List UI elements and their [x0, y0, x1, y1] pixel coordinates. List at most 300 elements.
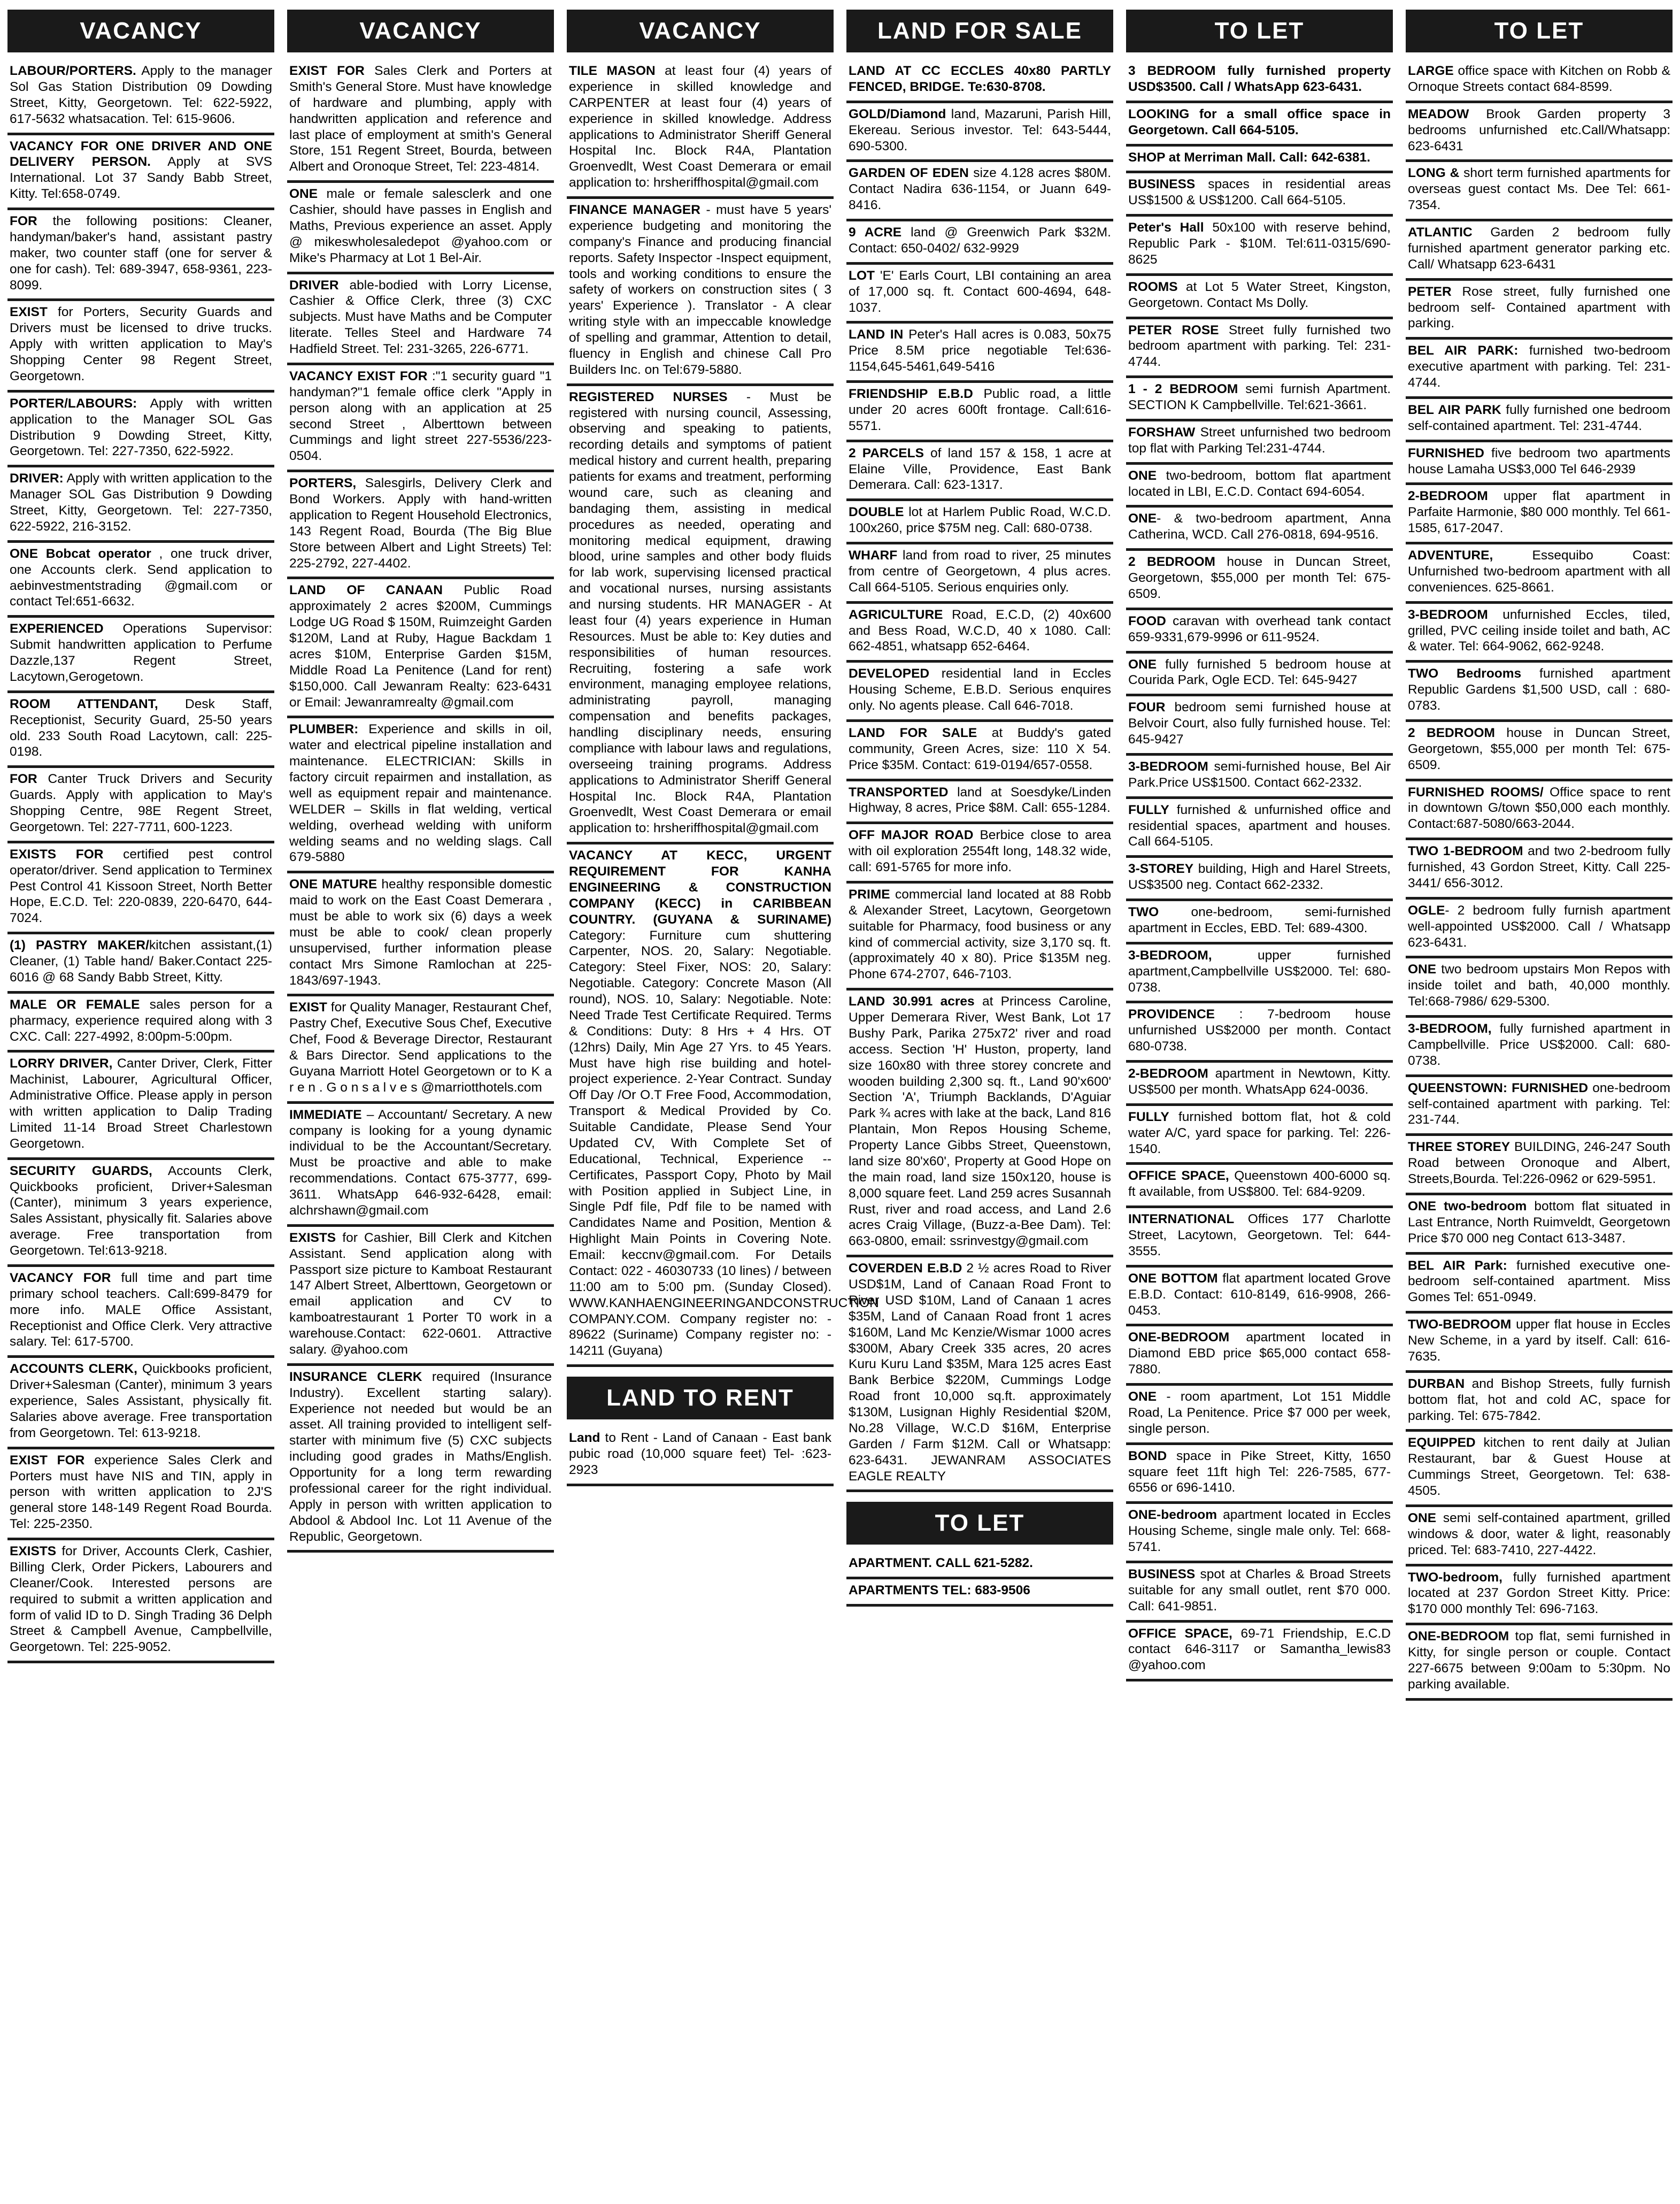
- ad-body: full time and part time primary school teachers. Call:699-8479 for more info. MALE Office Assistant, Receptionist and Office Clerk. Very attractive salary. Tel: 617-5700.: [10, 1270, 272, 1349]
- classified-ad: [7, 994, 274, 1053]
- classified-ad: [7, 301, 274, 392]
- classified-ad: [7, 1053, 274, 1159]
- section-header: TO LET: [1406, 10, 1673, 52]
- ad-body: Apply to the manager Sol Gas Station Distribution 09 Dowding Street, Kitty, Georgetown. Tel: 622-5922, 617-5632 whatsacation. Tel: 615-9606.: [10, 64, 272, 126]
- ad-body: at Lot 5 Water Street, Kingston, Georgetown. Contact Ms Dolly.: [1128, 279, 1391, 310]
- ad-headline: LAND OF CANAAN: [289, 583, 443, 598]
- classified-ad: [846, 501, 1113, 544]
- ad-headline: 1 - 2 BEDROOM: [1128, 382, 1238, 397]
- ad-headline: VACANCY FOR: [10, 1270, 111, 1285]
- ad-headline: ONE-BEDROOM: [1408, 1629, 1509, 1644]
- ad-headline: APARTMENTS TEL: 683-9506: [849, 1583, 1030, 1598]
- classified-ad: [7, 1160, 274, 1267]
- ad-body: Essequibo Coast: Unfurnished two-bedroom apartment with all conveniences. 625-8661.: [1408, 548, 1670, 595]
- ad-headline: 3-BEDROOM: [1408, 607, 1488, 622]
- classified-ad: [1126, 465, 1393, 508]
- ad-body: house in Duncan Street, Georgetown, $55,000 per month Tel: 675-6509.: [1128, 555, 1391, 601]
- classified-ad: [7, 543, 274, 618]
- classified-ad: [1126, 173, 1393, 217]
- ad-headline: ONE: [1408, 962, 1437, 977]
- classified-column: [1126, 10, 1393, 2194]
- classified-ad: [1406, 781, 1673, 841]
- ad-body: one-bedroom, semi-furnished apartment in Eccles, EBD. Tel: 689-4300.: [1128, 905, 1391, 935]
- ad-headline: LARGE: [1408, 64, 1454, 78]
- classified-ad: [1126, 756, 1393, 799]
- ad-headline: EQUIPPED: [1408, 1435, 1476, 1450]
- ad-body: to Rent - Land of Canaan - East bank pubic road (10,000 square feet) Tel- :623-2923: [569, 1431, 831, 1477]
- ad-headline: FURNISHED ROOMS/: [1408, 785, 1544, 800]
- classified-ad: [7, 135, 274, 211]
- ad-headline: TWO 1-BEDROOM: [1408, 844, 1523, 859]
- ad-headline: 3-BEDROOM: [1128, 759, 1208, 774]
- ad-headline: SECURITY GUARDS,: [10, 1163, 152, 1178]
- ad-body: furnished executive one-bedroom self-contained apartment. Miss Gomes Tel: 651-0949.: [1408, 1258, 1670, 1305]
- classified-ad: [1126, 60, 1393, 103]
- classified-ad: [1406, 1625, 1673, 1701]
- ad-headline: ONE Bobcat operator: [10, 546, 151, 561]
- classified-ad: [7, 1267, 274, 1358]
- ad-headline: ONE: [1408, 1510, 1437, 1525]
- classified-ad: [1406, 900, 1673, 959]
- classified-ad: [846, 544, 1113, 604]
- ad-body: semi-furnished house, Bel Air Park.Price US$1500. Contact 662-2332.: [1128, 759, 1391, 790]
- ad-body: Salesgirls, Delivery Clerk and Bond Workers. Apply with hand-written application to Regent Household Electronics, 143 Regent Road, Bourda (The Big Blue Store between Albert and Light Streets) Tel: 225-2792, 227-4402.: [289, 476, 552, 571]
- ad-body: and two 2-bedroom fully furnished, 43 Gordon Street, Kitty. Call 225- 3441/ 656-3012.: [1408, 844, 1671, 890]
- ad-headline: BEL AIR Park:: [1408, 1258, 1507, 1273]
- ad-body: land, Mazaruni, Parish Hill, Ekereau. Serious investor. Tel: 643-5444, 690-5300.: [849, 106, 1111, 153]
- classified-ad: [1126, 1063, 1393, 1106]
- classified-ad: [7, 768, 274, 843]
- ad-headline: BEL AIR PARK:: [1408, 343, 1519, 358]
- ad-headline: APARTMENT. CALL 621-5282.: [849, 1556, 1033, 1571]
- ad-body: bedroom semi furnished house at Belvoir Court, also fully furnished house. Tel: 645-9427: [1128, 700, 1391, 747]
- ad-body: Canter Truck Drivers and Security Guards. Apply with application to May's Shopping Centre, 98E Regent Street, Georgetown. Tel: 227-7711, 600-1223.: [10, 772, 272, 834]
- ad-body: , one truck driver, one Accounts clerk. Send application to aebinvestmentstrading @gmail.com or contact Tel:651-6632.: [10, 546, 272, 609]
- ad-body: building, High and Harel Streets, US$3500 neg. Contact 662-2332.: [1128, 862, 1391, 893]
- classified-ad: [1126, 696, 1393, 756]
- ad-body: office space with Kitchen on Robb & Ornoque Streets contact 684-8599.: [1408, 64, 1670, 94]
- classified-ad: [287, 996, 554, 1103]
- ad-body: top flat, semi furnished in Kitty, for single person or couple. Contact 227-6675 between 9:00am to 5:30pm. No parking available.: [1408, 1629, 1670, 1692]
- ad-headline: EXIST FOR: [289, 64, 365, 78]
- ad-body: Berbice close to area with oil exploration 2554ft long, 148.32 wide, call: 691-5765 for more info.: [849, 828, 1112, 874]
- ad-headline: ONE two-bedroom: [1408, 1199, 1527, 1214]
- classified-ad: [1126, 610, 1393, 654]
- ad-body: two-bedroom, bottom flat apartment located in LBI, E.C.D. Contact 694-6054.: [1128, 468, 1391, 499]
- classified-ad: [1126, 276, 1393, 319]
- classified-ad: [846, 383, 1113, 442]
- ad-body: healthy responsible domestic maid to work on the East Coast Demerara , must be able to work six (6) days a week must be able to cook/ clean properly unsupervised, further information please contact Mrs Simone Ramlochan at 225-1843/697-1943.: [289, 877, 552, 988]
- ad-body: for Driver, Accounts Clerk, Cashier, Billing Clerk, Order Pickers, Labourers and Cleaner/Cook. Interested persons are required to submit a written application and form of valid ID to D. Singh Trading 36 Delph Street & Campbell Avenue, Campbellville, Georgetown. Tel: 225-9052.: [10, 1544, 272, 1655]
- classified-ad: [1406, 1136, 1673, 1195]
- ad-headline: ROOM ATTENDANT,: [10, 696, 158, 711]
- classified-ad: [1126, 508, 1393, 551]
- ad-body: Offices 177 Charlotte Street, Lacytown, Georgetown. Tel: 644-3555.: [1128, 1212, 1391, 1258]
- classified-ad: [1126, 944, 1393, 1004]
- ad-body: - room apartment, Lot 151 Middle Road, La Penitence. Price $7 000 per week, single person.: [1128, 1389, 1391, 1436]
- classified-ad: [846, 1257, 1113, 1492]
- ad-headline: LAND 30.991 acres: [849, 994, 975, 1009]
- ad-body: certified pest control operator/driver. Send application to Terminex Pest Control 41 Kissoon Street, North Better Hope, E.C.D. Tel: 220-0839, 220-6470, 644-7024.: [10, 847, 272, 926]
- ad-headline: BUSINESS: [1128, 177, 1196, 192]
- classified-ad: [1126, 147, 1393, 174]
- classified-ad: [1406, 1566, 1673, 1626]
- ad-headline: REGISTERED NURSES: [569, 389, 728, 404]
- ad-headline: DEVELOPED: [849, 666, 930, 681]
- classified-ad: [1126, 799, 1393, 858]
- classified-ad: [7, 934, 274, 994]
- ad-headline: EXIST: [10, 305, 48, 320]
- ad-body: apartment in Newtown, Kitty. US$500 per month. WhatsApp 624-0036.: [1128, 1066, 1391, 1097]
- ad-headline: LOT: [849, 268, 875, 283]
- ad-body: BUILDING, 246-247 South Road between Oronoque and Albert, Streets,Bourda. Tel:226-0962 or 629-5951.: [1408, 1140, 1671, 1186]
- ad-headline: FOUR: [1128, 700, 1166, 715]
- section-header: LAND FOR SALE: [846, 10, 1113, 52]
- ad-headline: ADVENTURE,: [1408, 548, 1493, 563]
- ad-headline: AGRICULTURE: [849, 607, 943, 622]
- ad-body: 2 ½ acres Road to River USD$1M, Land of Canaan Road Front to River USD $10M, Land of Canaan 1 acres $35M, Land of Canaan Road front 1 acres $160M, Land Mc Kenzie/Wismar 1000 acres $300M, Abary Creek 335 acres, 20 acres Kuru Kuru Land $35M, Mara 125 acres East Bank Berbice $220M, Cummings Lodge Road front 10,000 sq.ft. approximately $130M, Lusignan Highly Residential $20M, No.28 Village, W.C.D $16M, Enterprise Garden / Farm $12M. Call or Whatsapp: 623-6431. JEWANRAM ASSOCIATES EAGLE REALTY: [849, 1261, 1111, 1484]
- classified-ad: [287, 1366, 554, 1553]
- ad-body: 50x100 with reserve behind, Republic Park - $10M. Tel:611-0315/690-8625: [1128, 220, 1391, 267]
- ad-headline: EXISTS: [10, 1544, 57, 1558]
- classified-ad: [1406, 958, 1673, 1018]
- classified-ad: [1406, 60, 1673, 103]
- ad-headline: OFFICE SPACE,: [1128, 1169, 1229, 1184]
- classified-ad: [1126, 551, 1393, 610]
- ad-headline: 3-BEDROOM,: [1128, 948, 1212, 963]
- ad-headline: FOOD: [1128, 613, 1166, 628]
- classified-ad: [846, 722, 1113, 781]
- classified-ad: [1406, 340, 1673, 399]
- ad-headline: 3 BEDROOM fully furnished property USD$3500. Call / WhatsApp 623-6431.: [1128, 64, 1391, 94]
- ad-body: apartment located in Eccles Housing Scheme, single male only. Tel: 668-5741.: [1128, 1508, 1391, 1554]
- ad-body: Office space to rent in downtown G/town $50,000 each monthly. Contact:687-5080/663-2044.: [1408, 785, 1670, 832]
- ad-headline: FINANCE MANAGER: [569, 203, 700, 217]
- classified-ad: [1406, 722, 1673, 781]
- classified-ad: [1126, 1386, 1393, 1445]
- ad-headline: LAND IN: [849, 327, 904, 342]
- ad-headline: GOLD/Diamond: [849, 106, 946, 121]
- ad-body: for Cashier, Bill Clerk and Kitchen Assistant. Send application along with Passport size picture to Kamboat Restaurant 147 Albert Street, Alberttown, Georgetown or email application and CV to kamboatrestaurant 1 Porter T0 work in a warehouse.Contact: 622-0601. Attractive salary. @yahoo.com: [289, 1230, 552, 1357]
- ad-body: Brook Garden property 3 bedrooms unfurnished etc.Call/Whatsapp: 623-6431: [1408, 106, 1670, 153]
- ad-body: required (Insurance Industry). Excellent starting salary). Experience not needed but would be an asset. All training provided to intelligent self-starter with minimum five (5) CXC subjects including good grades in Maths/English. Opportunity for a long term rewarding professional career for the right individual. Apply in person with written application to Abdool & Abdool Inc. Lot 11 Avenue of the Republic, Georgetown.: [289, 1369, 552, 1544]
- ad-body: Road, E.C.D, (2) 40x600 and Bess Road, W.C.D, 40 x 1080. Call: 662-4851, whatsapp 652-6464.: [849, 607, 1111, 654]
- ad-headline: TWO Bedrooms: [1408, 666, 1522, 681]
- ad-body: bottom flat situated in Last Entrance, North Ruimveldt, Georgetown Price $70 000 neg Contact 613-3487.: [1408, 1199, 1670, 1246]
- classified-ad: [846, 990, 1113, 1257]
- classified-ad: [1406, 604, 1673, 663]
- classified-ad: [1406, 1432, 1673, 1507]
- classified-ad: [1406, 1195, 1673, 1255]
- ad-body: Apply with written application to the Manager SOL Gas Distribution 9 Dowding Street, Kitty, Georgetown. Tel: 227-7350, 622-5922, 216-3152.: [10, 471, 272, 534]
- ad-body: the following positions: Cleaner, handyman/baker's hand, assistant pastry maker, two counter staff (one for server & one for cash). Tel: 689-3947, 658-9361, 223-8099.: [10, 214, 272, 293]
- ad-headline: FULLY: [1128, 802, 1169, 817]
- ad-headline: 3-STOREY: [1128, 862, 1194, 877]
- ad-body: - Must be registered with nursing council, Assessing, observing and speaking to patients, recording details and symptoms of patient medical history and current health, preparing patients for exams and treatment, performing wound care, such as cleaning and bandaging them, assisting in medical procedures as needed, operating and monitoring medical equipment, drawing blood, urine samples and other body fluids for lab work, supervising licensed practical and vocational nurses, nursing assistants and nursing students. HR MANAGER - At least four (4) years experience in Human Resources. Must be able to: Key duties and responsibilities of human resources. Recruiting, fostering a safe work environment, managing employee relations, administrating payroll, managing compensation and benefits packages, handling disciplinary needs, ensuring compliance with labour laws and regulations, overseeing training programs. Address applications to Administrator Sheriff General Hospital Inc. Block R4A, Plantation Groenvedlt, West Coast Demerara or email application to: hrsheriffhospital@gmail.com: [569, 389, 831, 836]
- classified-ad: [287, 579, 554, 718]
- ad-headline: ONE: [1128, 657, 1157, 672]
- classified-ad: [846, 781, 1113, 825]
- section-header: VACANCY: [567, 10, 834, 52]
- ad-headline: LABOUR/PORTERS.: [10, 64, 136, 78]
- ad-headline: OFFICE SPACE,: [1128, 1626, 1232, 1641]
- classified-ad: [7, 843, 274, 934]
- ad-body: semi self-contained apartment, grilled windows & door, water & light, reasonably priced. Tel: 683-7410, 227-4422.: [1408, 1510, 1670, 1557]
- ad-headline: WHARF: [849, 548, 898, 563]
- ad-headline: 2-BEDROOM: [1408, 489, 1488, 504]
- ad-body: land from road to river, 25 minutes from centre of Georgetown, 4 plus acres. Call 664-5105. Serious enquiries only.: [849, 548, 1111, 595]
- ad-headline: PETER: [1408, 284, 1452, 299]
- classified-ad: [7, 693, 274, 769]
- classified-ad: [1126, 1326, 1393, 1386]
- classified-ad: [287, 60, 554, 183]
- classified-columns: [7, 10, 1673, 2194]
- ad-headline: PLUMBER:: [289, 722, 359, 737]
- classified-ad: [7, 60, 274, 135]
- ad-headline: LORRY DRIVER,: [10, 1056, 113, 1071]
- ad-headline: OFF MAJOR ROAD: [849, 828, 974, 843]
- ad-headline: EXISTS: [289, 1230, 336, 1245]
- ad-body: furnished two-bedroom executive apartment with parking. Tel: 231-4744.: [1408, 343, 1670, 390]
- ad-headline: PROVIDENCE: [1128, 1007, 1215, 1022]
- ad-headline: FOR: [10, 772, 37, 787]
- classified-ad: [287, 183, 554, 274]
- ad-headline: TILE MASON: [569, 64, 656, 78]
- classified-ad: [1126, 103, 1393, 147]
- ad-body: house in Duncan Street, Georgetown, $55,000 per month Tel: 675-6509.: [1408, 725, 1670, 772]
- ad-headline: GARDEN OF EDEN: [849, 166, 969, 181]
- ad-body: Operations Supervisor: Submit handwritten application to Perfume Dazzle,137 Regent Street, Lacytown,Gerogetown.: [10, 621, 272, 684]
- ad-headline: ONE BOTTOM: [1128, 1271, 1218, 1286]
- ad-body: upper flat house in Eccles New Scheme, in a yard by itself. Call: 616-7635.: [1408, 1317, 1670, 1364]
- ad-body: Experience and skills in oil, water and electrical pipeline installation and maintenance. ELECTRICIAN: Skills in factory circuit repairmen and installation, as well as equipment repair and maintenance. WELDER – Skills in flat welding, vertical welding, overhead welding with uniform welding seams and no welding slags. Call 679-5880: [289, 722, 552, 865]
- classified-ad: [1406, 1373, 1673, 1432]
- ad-body: - & two-bedroom apartment, Anna Catherina, WCD. Call 276-0818, 694-9516.: [1128, 511, 1391, 542]
- ad-headline: FOR: [10, 214, 37, 228]
- classified-ad: [846, 663, 1113, 722]
- ad-body: sales person for a pharmacy, experience required along with 3 CXC. Call: 227-4992, 8:00pm-5:00pm.: [10, 997, 272, 1044]
- ad-headline: LONG &: [1408, 166, 1460, 181]
- classified-ad: [1126, 1165, 1393, 1208]
- ad-headline: EXISTS FOR: [10, 847, 104, 862]
- ad-headline: IMMEDIATE: [289, 1107, 362, 1122]
- ad-body: furnished & unfurnished office and residential spaces, apartment and houses. Call 664-5105.: [1128, 802, 1391, 849]
- ad-headline: OGLE: [1408, 903, 1445, 918]
- ad-headline: BEL AIR PARK: [1408, 402, 1501, 417]
- classified-ad: [846, 60, 1113, 103]
- ad-body: land at Soesdyke/Linden Highway, 8 acres, Price $8M. Call: 655-1284.: [849, 785, 1111, 816]
- classified-ad: [1406, 1314, 1673, 1373]
- ad-body: size 4.128 acres $80M. Contact Nadira 636-1154, or Juann 649-8416.: [849, 166, 1111, 213]
- ad-headline: TWO: [1128, 905, 1159, 919]
- ad-headline: TRANSPORTED: [849, 785, 949, 800]
- ad-body: space in Pike Street, Kitty, 1650 square feet 11ft high Tel: 226-7585, 677-6556 or 696-1410.: [1128, 1448, 1391, 1495]
- classified-ad: [567, 386, 834, 845]
- ad-body: short term furnished apartments for overseas guest contact Ms. Dee Tel: 661-7354.: [1408, 166, 1670, 213]
- ad-body: and Bishop Streets, fully furnish bottom flat, hot and cold AC, space for parking. Tel: 675-7842.: [1408, 1376, 1670, 1423]
- ad-headline: FORSHAW: [1128, 425, 1196, 440]
- classified-ad: [846, 103, 1113, 163]
- ad-headline: 3-BEDROOM,: [1408, 1022, 1492, 1036]
- ad-headline: EXIST: [289, 1000, 327, 1015]
- ad-body: for Porters, Security Guards and Drivers must be licensed to drive trucks. Apply with written application to May's Shopping Center 98 Regent Street, Georgetown.: [10, 305, 272, 383]
- ad-headline: SHOP at Merriman Mall. Call: 642-6381.: [1128, 150, 1370, 165]
- ad-headline: ONE: [1128, 1389, 1157, 1404]
- ad-headline: 2-BEDROOM: [1128, 1066, 1208, 1081]
- ad-body: commercial land located at 88 Robb & Alexander Street, Lacytown, Georgetown suitable for Pharmacy, food business or any kind of commercial activity, size 3,170 sq. ft. (approximately 40 x 80). Price $135M neg. Phone 674-2707, 646-7103.: [849, 887, 1111, 982]
- classified-ad: [1406, 1507, 1673, 1566]
- classified-ad: [7, 618, 274, 693]
- section-header: VACANCY: [7, 10, 274, 52]
- ad-headline: PORTERS,: [289, 476, 357, 491]
- classified-column: [7, 10, 274, 2194]
- classified-ad: [1406, 442, 1673, 486]
- classified-ad: [567, 60, 834, 199]
- ad-headline: LAND AT CC ECCLES 40x80 PARTLY FENCED, BRIDGE. Te:630-8708.: [849, 64, 1111, 94]
- ad-body: Apply at SVS International. Lot 37 Sandy Babb Street, Kitty. Tel:658-0749.: [10, 155, 272, 202]
- ad-body: Peter's Hall acres is 0.083, 50x75 Price 8.5M price negotiable Tel:636-1154,645-5461,649-5416: [849, 327, 1111, 374]
- classified-ad: [7, 1449, 274, 1540]
- classified-ad: [287, 1227, 554, 1366]
- ad-headline: MALE OR FEMALE: [10, 997, 140, 1012]
- classified-ad: [1406, 281, 1673, 340]
- ad-body: 69-71 Friendship, E.C.D contact 646-3117 or Samantha_lewis83 @yahoo.com: [1128, 1626, 1391, 1673]
- classified-ad: [287, 873, 554, 996]
- section-header: LAND TO RENT: [567, 1377, 834, 1419]
- classified-ad: [846, 324, 1113, 383]
- ad-body: upper furnished apartment,Campbellville US$2000. Tel: 680-0738.: [1128, 948, 1391, 995]
- ad-headline: 2 BEDROOM: [1408, 725, 1495, 740]
- ad-body: upper flat apartment in Parfaite Harmonie, $80 000 monthly. Tel 661-1585, 617-2047.: [1408, 489, 1670, 536]
- ad-headline: FURNISHED: [1408, 446, 1484, 460]
- ad-body: Queenstown 400-6000 sq. ft available, from US$800. Tel: 684-9209.: [1128, 1169, 1391, 1200]
- ad-headline: MEADOW: [1408, 106, 1469, 121]
- ad-body: spot at Charles & Broad Streets suitable for any small outlet, rent $70 000. Call: 641-9851.: [1128, 1566, 1391, 1614]
- ad-headline: 2 BEDROOM: [1128, 555, 1215, 570]
- ad-headline: EXPERIENCED: [10, 621, 104, 636]
- ad-headline: COVERDEN E.B.D: [849, 1261, 962, 1276]
- ad-body: male or female salesclerk and one Cashier, should have passes in English and Maths, Previous experience an asset. Apply @ mikeswholesaledepot @yahoo.com or Mike's Pharmacy at Lot 1 Bel-Air.: [289, 187, 552, 265]
- ad-headline: FRIENDSHIP E.B.D: [849, 387, 973, 401]
- ad-body: semi furnish Apartment. SECTION K Campbellville. Tel:621-3661.: [1128, 382, 1391, 412]
- ad-headline: VACANCY AT KECC, URGENT REQUIREMENT FOR KANHA ENGINEERING & CONSTRUCTION COMPANY (KECC) in CARIBBEAN COUNTRY. (GUYANA & SURINAME): [569, 848, 831, 927]
- classified-ad: [1126, 901, 1393, 944]
- ad-headline: ATLANTIC: [1408, 225, 1473, 240]
- classified-ad: [1406, 840, 1673, 900]
- ad-body: Garden 2 bedroom fully furnished apartment generator parking etc. Call/ Whatsapp 623-6431: [1408, 225, 1670, 272]
- classified-ad: [1406, 1018, 1673, 1077]
- ad-body: fully furnished apartment located at 237 Gordon Street Kitty. Price: $170 000 monthly Tel: 696-7163.: [1408, 1570, 1670, 1617]
- ad-body: Accounts Clerk, Quickbooks proficient, Driver+Salesman (Canter), minimum 3 years experience, Sales Assistant, physically fit. Salaries above average. Free transportation from Georgetown. Tel:613-9218.: [10, 1163, 273, 1258]
- ad-headline: INTERNATIONAL: [1128, 1212, 1235, 1227]
- ad-headline: ONE: [1128, 511, 1157, 526]
- ad-body: Street unfurnished two bedroom top flat with Parking Tel:231-4744.: [1128, 425, 1391, 456]
- ad-body: at Buddy's gated community, Green Acres, size: 110 X 54. Price $35M. Contact: 619-0194/657-0558.: [849, 725, 1111, 772]
- ad-body: five bedroom two apartments house Lamaha US$3,000 Tel 646-2939: [1408, 446, 1670, 477]
- ad-headline: PETER ROSE: [1128, 322, 1219, 337]
- classified-ad: [846, 884, 1113, 990]
- ad-headline: DURBAN: [1408, 1376, 1465, 1391]
- ad-body: fully furnished 5 bedroom house at Courida Park, Ogle ECD. Tel: 645-9427: [1128, 657, 1391, 688]
- ad-headline: 2 PARCELS: [849, 446, 924, 460]
- ad-headline: ONE-bedroom: [1128, 1508, 1217, 1523]
- ad-body: spaces in residential areas US$1500 & US$1200. Call 664-5105.: [1128, 177, 1391, 208]
- ad-body: - must have 5 years' experience budgeting and monitoring the company's Finance and producing financial reports. Safety Inspector -Inspect equipment, tools and working conditions to ensure the safety of workers on construction sites ( 3 years' Experience ). Translator - A clear writing style with an impeccable knowledge of spelling and grammar, Attention to detail, fluency in English and chinese Call Pro Builders Inc. on Tel:679-5880.: [569, 203, 832, 377]
- classified-ad: [287, 1104, 554, 1227]
- ad-headline: QUEENSTOWN: FURNISHED: [1408, 1080, 1589, 1095]
- classified-ad: [287, 472, 554, 579]
- ad-headline: ONE: [1128, 468, 1157, 483]
- classified-ad: [1406, 162, 1673, 221]
- classified-ad: [1126, 421, 1393, 465]
- ad-body: unfurnished Eccles, tiled, grilled, PVC ceiling inside toilet and bath, AC & water. Tel: 664-9062, 662-9248.: [1408, 607, 1670, 654]
- classified-ad: [1406, 103, 1673, 163]
- classified-ad: [1126, 1623, 1393, 1682]
- ad-body: Public Road approximately 2 acres $200M, Cummings Lodge UG Road $ 150M, Ruimzeight Garden $120M, Land at Ruby, Hague Backdam 1 acres $10M, Enterprise Garden $15M, Middle Road La Penitence (Land for rent) $150,000. Call Jewanram Realty: 623-6431 or Email: Jewanramrealty @gmail.com: [289, 583, 552, 710]
- classified-ad: [1126, 1003, 1393, 1063]
- classified-ad: [7, 1358, 274, 1449]
- ad-headline: INSURANCE CLERK: [289, 1369, 422, 1384]
- ad-body: Quickbooks proficient, Driver+Salesman (Canter), minimum 3 years experience, Sales Assistant, physically fit. Salaries above average. Free transportation from Georgetown. Tel: 613-9218.: [10, 1362, 272, 1440]
- ad-headline: DRIVER: [289, 278, 339, 293]
- classified-ad: [1406, 221, 1673, 281]
- ad-body: lot at Harlem Public Road, W.C.D. 100x260, price $75M neg. Call: 680-0738.: [849, 505, 1111, 536]
- ad-headline: ACCOUNTS CLERK,: [10, 1362, 137, 1377]
- ad-body: Apply with written application to the Manager SOL Gas Distribution 9 Dowding Street, Kitty, Georgetown. Tel: 227-7350, 622-5922.: [10, 396, 272, 459]
- classified-column: [846, 10, 1113, 2194]
- classified-ad: [287, 274, 554, 365]
- classified-ad: [287, 718, 554, 873]
- ad-body: land @ Greenwich Park $32M. Contact: 650-0402/ 632-9929: [849, 225, 1111, 256]
- ad-headline: THREE STOREY: [1408, 1140, 1511, 1155]
- classified-ad: [846, 604, 1113, 663]
- ad-headline: ONE: [289, 187, 318, 202]
- ad-body: kitchen assistant,(1) Cleaner, (1) Table hand/ Baker.Contact 225-6016 @ 68 Sandy Babb Street, Kitty.: [10, 938, 272, 985]
- ad-body: 'E' Earls Court, LBI containing an area of 17,000 sq. ft. Contact 600-4694, 648-1037.: [849, 268, 1111, 315]
- ad-body: Category: Furniture cum shuttering Carpenter, NOS. 20, Salary: Negotiable. Category: Steel Fixer, NOS: 20, Salary: Negotiable. Category: Concrete Mason (All round), NOS. 10, Salary: Negotiable. Note: Need Trade Test Certificate Required. Terms & Conditions: Duty: 8 Hrs + 4 Hrs. OT (12hrs) Daily, Min Age 27 Yrs. to 45 Years. Must have high rise building and hotel-project experience. 2-Year Contract. Sunday Off Day /Or O.T Free Food, Accommodation, Transport & Medical Provided by Co. Suitable Candidate, Please Send Your Updated CV, With Complete Set of Educational, Technical, Experience -- Certificates, Passport Copy, Photo by Mail with Position applied in Subject Line, in Single Pdf file, Pdf file to be named with Candidates Name and Position, Mention & Highlight Main Points in Covering Note. Email: keccnv@gmail.com. For Details Contact: 022 - 46030733 (10 lines) / between 11:00 am to 5:00 pm. (Sunday Closed). WWW.KANHAENGINEERINGANDCONSTRUCTION COMPANY.COM. Company register no: - 89622 (Suriname) Company register no: - 14211 (Guyana): [569, 928, 879, 1358]
- classified-ad: [1406, 663, 1673, 722]
- ad-body: Sales Clerk and Porters at Smith's General Store. Must have knowledge of hardware and plumbing, apply with handwritten application and reference and last place of employment at smith's General Store, 151 Regent Street, Bourda, between Albert and Oronoque Street, Tel: 223-4814.: [289, 64, 552, 174]
- ad-body: furnished apartment Republic Gardens $1,500 USD, call : 680-0783.: [1408, 666, 1670, 713]
- ad-body: Desk Staff, Receptionist, Security Guard, 25-50 years old. 233 South Road Lacytown, call: 225-0198.: [10, 696, 273, 759]
- ad-headline: LAND FOR SALE: [849, 725, 977, 740]
- ad-headline: TWO-bedroom,: [1408, 1570, 1502, 1585]
- ad-headline: ONE-BEDROOM: [1128, 1330, 1230, 1345]
- ad-body: - 2 bedroom fully furnish apartment well-appointed US$2000. Call / Whatsapp 623-6431.: [1408, 903, 1670, 950]
- ad-body: fully furnished apartment in Campbellville. Price US$2000. Call: 680-0738.: [1408, 1022, 1670, 1068]
- ad-body: able-bodied with Lorry License, Cashier & Office Clerk, three (3) CXC subjects. Must have Maths and be Computer literate. Telles Steel and Hardware 74 Hadfield Street. Tel: 231-3265, 226-6771.: [289, 278, 552, 356]
- classified-ad: [1126, 1106, 1393, 1165]
- classified-ad: [846, 1579, 1113, 1607]
- ad-headline: Peter's Hall: [1128, 220, 1204, 235]
- classified-ad: [1126, 378, 1393, 421]
- ad-headline: BOND: [1128, 1448, 1167, 1463]
- ad-body: Canter Driver, Clerk, Fitter Machinist, Labourer, Agricultural Officer, Administrative Office. Please apply in person with written application to Dalip Trading Limited 11-14 Broad Street Charlestown Georgetown.: [10, 1056, 272, 1151]
- classified-ad: [846, 221, 1113, 265]
- classified-ad: [1126, 1504, 1393, 1563]
- classified-ad: [1126, 1563, 1393, 1623]
- ad-headline: VACANCY EXIST FOR: [289, 368, 428, 383]
- ad-headline: PRIME: [849, 887, 890, 902]
- classified-ad: [1406, 544, 1673, 604]
- classified-ad: [1406, 485, 1673, 544]
- classified-ad: [287, 365, 554, 472]
- classified-ad: [1126, 858, 1393, 901]
- ad-body: Street fully furnished two bedroom apartment with parking. Tel: 231-4744.: [1128, 322, 1391, 370]
- classified-ad: [846, 824, 1113, 884]
- ad-body: Rose street, fully furnished one bedroom self- Contained apartment with parking.: [1408, 284, 1670, 331]
- ad-headline: EXIST FOR: [10, 1453, 85, 1468]
